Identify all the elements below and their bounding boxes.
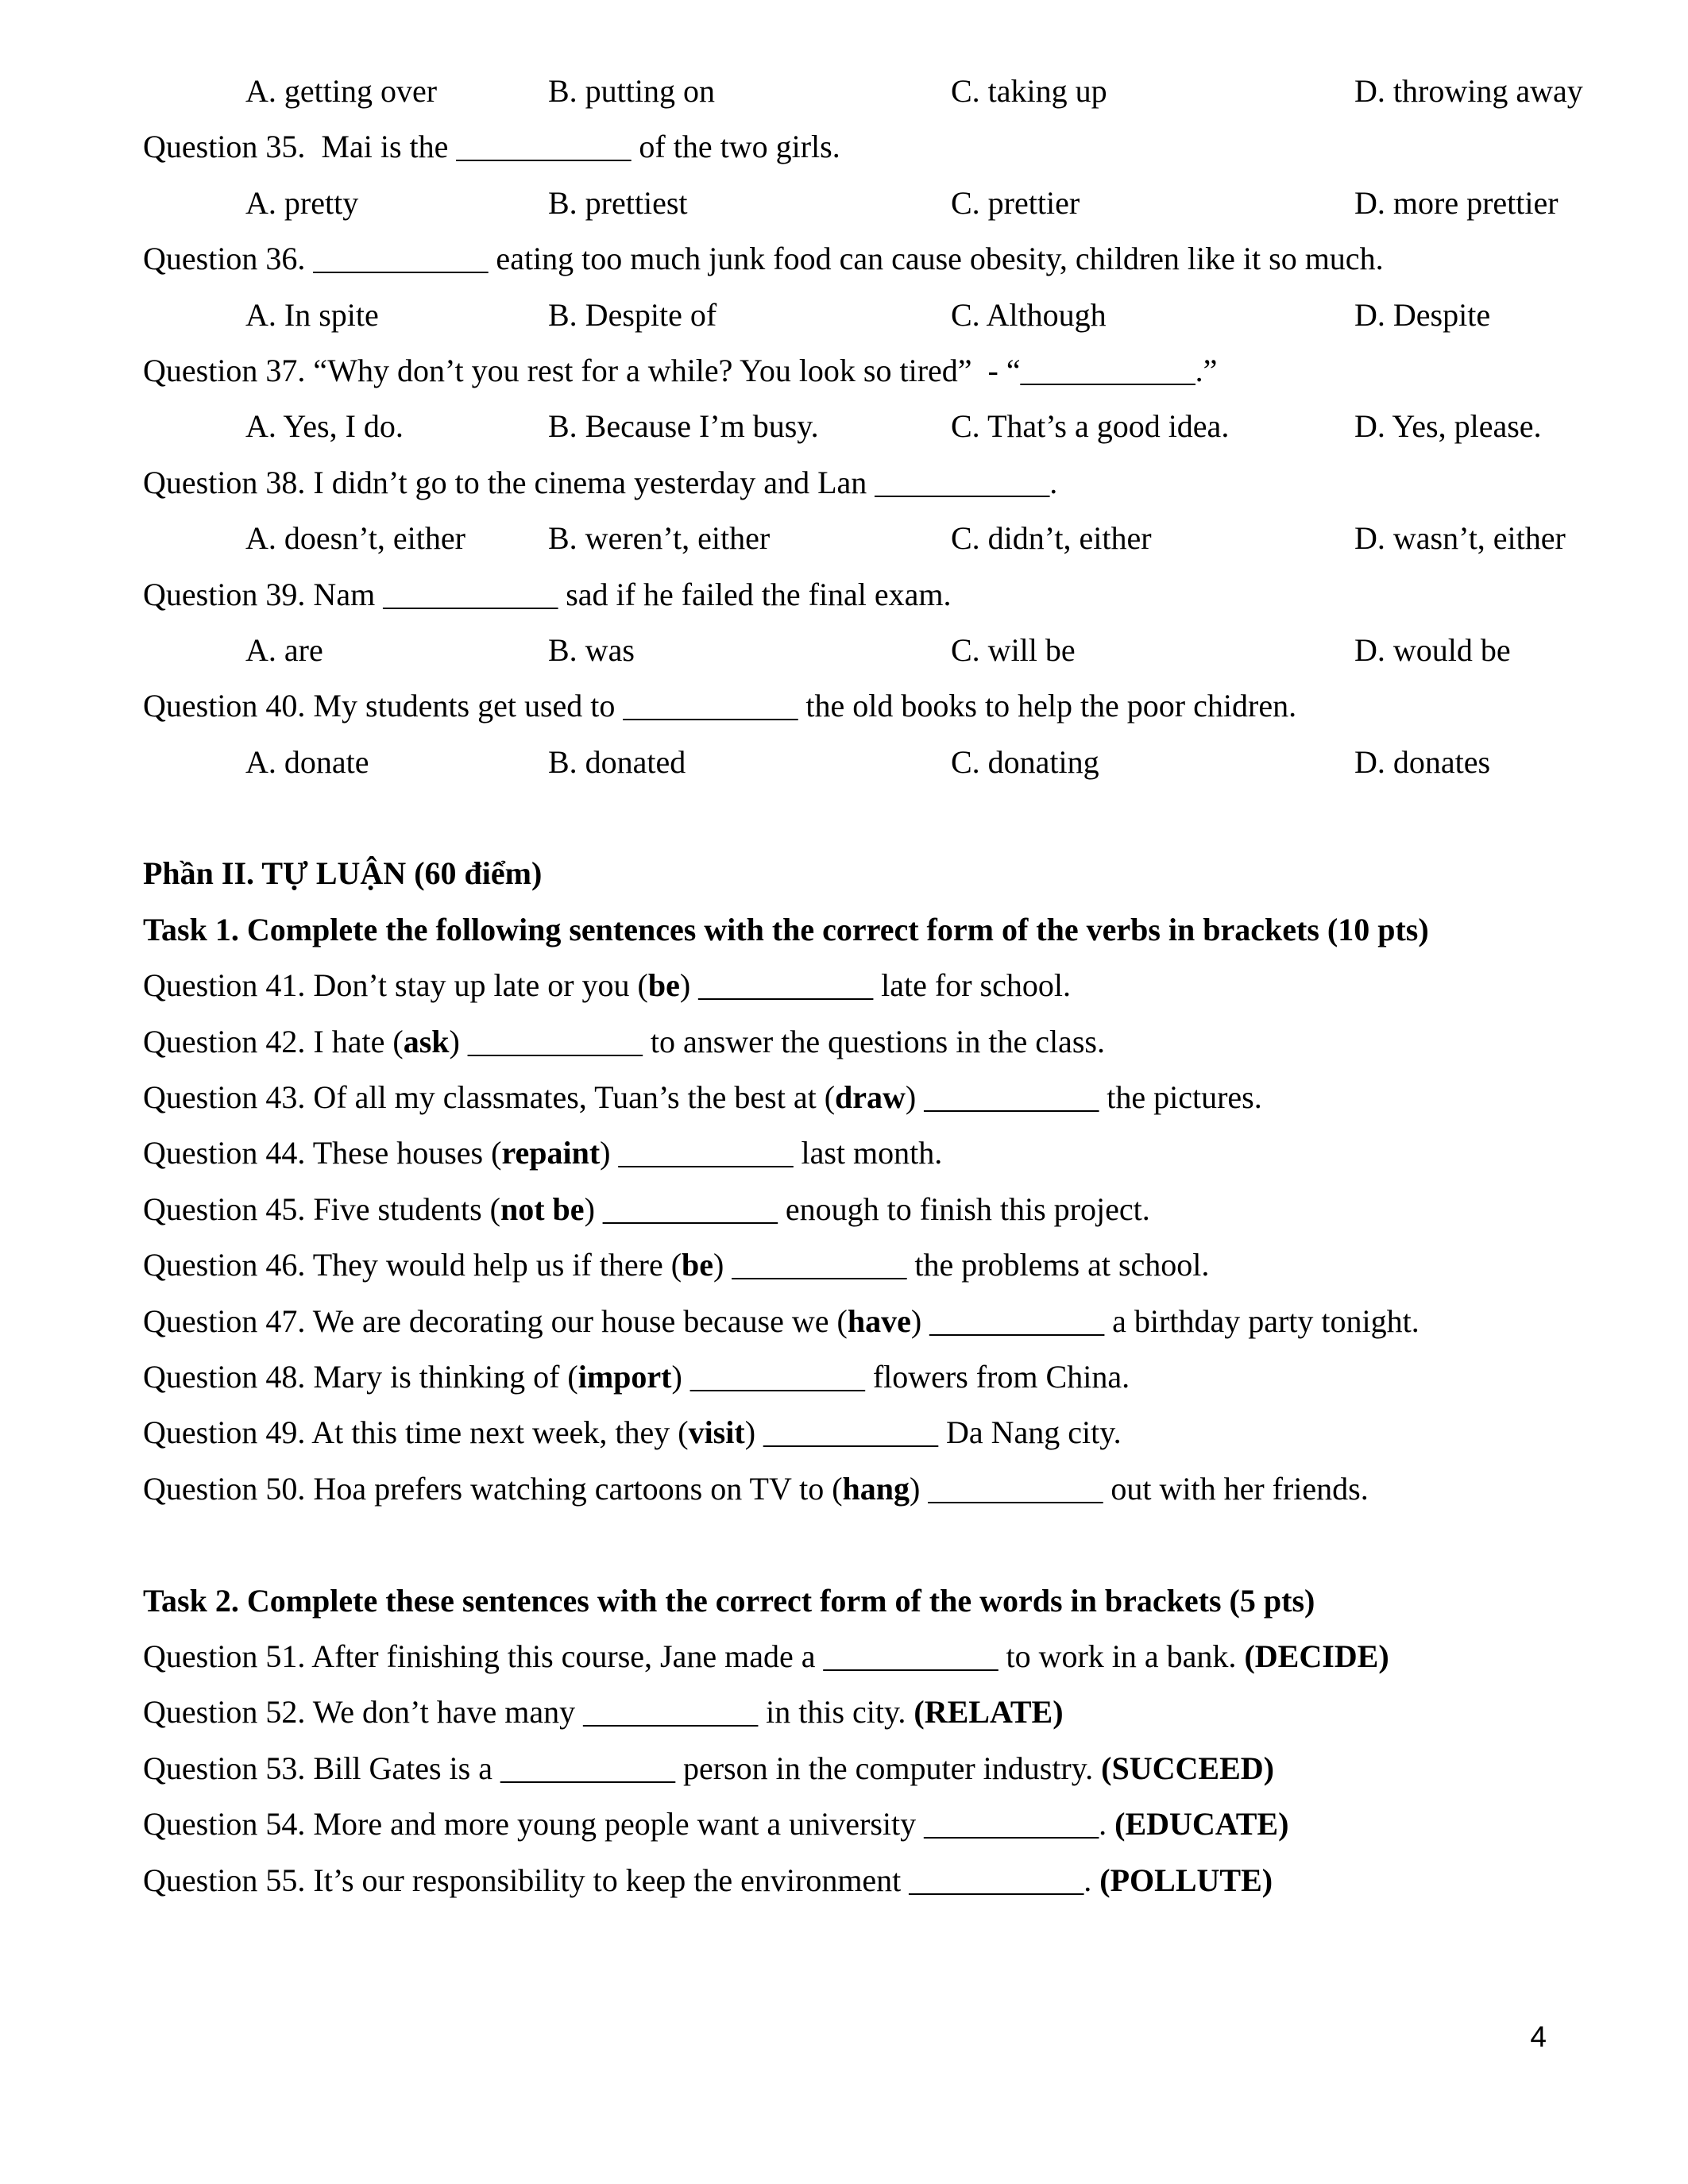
option-d: D. throwing away [1354, 73, 1583, 109]
option-a: A. getting over [245, 73, 438, 109]
option-a: A. In spite [245, 296, 379, 333]
verb-in-brackets: visit [688, 1414, 745, 1451]
option-d: D. wasn’t, either [1354, 520, 1566, 557]
sentence-start: Question 54. More and more young people want a university ___________. [143, 1806, 1115, 1843]
question-51-text [143, 1629, 1605, 1684]
sentence-end: ) ___________ the pictures. [905, 1079, 1262, 1116]
sentence-start: Question 41. Don’t stay up late or you ( [143, 967, 648, 1004]
blank-line [143, 1517, 1605, 1572]
sentence-end: ) ___________ enough to finish this project. [584, 1190, 1150, 1227]
verb-in-brackets: ask [403, 1023, 450, 1059]
question-35-options-row [143, 176, 1605, 231]
question-36-options-row [143, 287, 1605, 343]
sentence-end: ) ___________ last month. [600, 1135, 943, 1171]
task1-heading: Task 1. Complete the following sentences with the correct form of the verbs in brackets (10 pts) [143, 911, 1429, 947]
blank-line [143, 790, 1605, 846]
option-b: B. Because I’m busy. [548, 408, 819, 445]
sentence-end: ) ___________ a birthday party tonight. [910, 1302, 1420, 1339]
option-b: B. putting on [548, 73, 716, 109]
sentence-start: Question 55. It’s our responsibility to keep the environment ___________. [143, 1862, 1100, 1898]
sentence-start: Question 42. I hate ( [143, 1023, 404, 1059]
option-d: D. Yes, please. [1354, 408, 1542, 445]
sentence-start: Question 48. Mary is thinking of ( [143, 1358, 578, 1395]
exam-content [143, 64, 1605, 1908]
question-47-text [143, 1294, 1605, 1349]
verb-in-brackets: be [647, 967, 680, 1004]
option-d: D. Despite [1354, 296, 1491, 333]
task2-heading: Task 2. Complete these sentences with the correct form of the words in brackets (5 pts) [143, 1582, 1315, 1619]
sentence-start: Question 53. Bill Gates is a ___________ person in the computer industry. [143, 1750, 1102, 1786]
question-48-text [143, 1349, 1605, 1405]
option-c: C. Although [951, 296, 1107, 333]
question-40-options-row [143, 735, 1605, 790]
sentence-end: ) ___________ Da Nang city. [744, 1414, 1122, 1451]
option-a: A. Yes, I do. [245, 408, 404, 445]
word-in-brackets: (RELATE) [914, 1694, 1064, 1731]
word-in-brackets: (EDUCATE) [1114, 1806, 1289, 1843]
sentence-start: Question 51. After finishing this course, Jane made a ___________ to work in a bank. [143, 1638, 1245, 1674]
option-c: C. prettier [951, 184, 1080, 221]
question-38-text: Question 38. I didn’t go to the cinema yesterday and Lan ___________. [143, 464, 1058, 500]
sentence-end: ) ___________ flowers from China. [671, 1358, 1130, 1395]
sentence-start: Question 47. We are decorating our house because we ( [143, 1302, 848, 1339]
option-a: A. pretty [245, 184, 359, 221]
option-b: B. weren’t, either [548, 520, 771, 557]
question-54-text [143, 1796, 1605, 1852]
question-49-text [143, 1405, 1605, 1461]
question-39-options-row [143, 623, 1605, 678]
option-a: A. are [245, 631, 323, 668]
question-35-text: Question 35. Mai is the ___________ of the two girls. [143, 129, 840, 165]
sentence-start: Question 43. Of all my classmates, Tuan’s the best at ( [143, 1079, 836, 1116]
sentence-start: Question 52. We don’t have many ___________ in this city. [143, 1694, 914, 1731]
question-46-text [143, 1237, 1605, 1293]
option-d: D. more prettier [1354, 184, 1559, 221]
option-a: A. doesn’t, either [245, 520, 465, 557]
option-a: A. donate [245, 743, 369, 780]
option-d: D. would be [1354, 631, 1511, 668]
question-43-text [143, 1070, 1605, 1125]
option-b: B. Despite of [548, 296, 717, 333]
question-39-text: Question 39. Nam ___________ sad if he failed the final exam. [143, 576, 952, 612]
option-c: C. didn’t, either [951, 520, 1152, 557]
option-b: B. prettiest [548, 184, 688, 221]
verb-in-brackets: hang [842, 1470, 910, 1507]
question-45-text [143, 1182, 1605, 1237]
question-41-text [143, 958, 1605, 1013]
sentence-end: ) ___________ out with her friends. [910, 1470, 1369, 1507]
question-50-text [143, 1461, 1605, 1517]
option-c: C. taking up [951, 73, 1107, 109]
question-55-text [143, 1853, 1605, 1908]
sentence-start: Question 44. These houses ( [143, 1135, 502, 1171]
part2-heading: Phần II. TỰ LUẬN (60 điểm) [143, 855, 543, 892]
question-36-text: Question 36. ___________ eating too much junk food can cause obesity, children like it so much. [143, 241, 1384, 277]
option-d: D. donates [1354, 743, 1491, 780]
sentence-start: Question 46. They would help us if there ( [143, 1247, 682, 1283]
word-in-brackets: (POLLUTE) [1099, 1862, 1273, 1898]
verb-in-brackets: repaint [501, 1135, 601, 1171]
verb-in-brackets: be [682, 1247, 714, 1283]
verb-in-brackets: have [847, 1302, 911, 1339]
word-in-brackets: (SUCCEED) [1101, 1750, 1274, 1786]
question-37-text: Question 37. “Why don’t you rest for a while? You look so tired” - “___________.” [143, 352, 1218, 388]
word-in-brackets: (DECIDE) [1244, 1638, 1389, 1674]
sentence-start: Question 45. Five students ( [143, 1190, 500, 1227]
question-44-text [143, 1125, 1605, 1181]
sentence-start: Question 50. Hoa prefers watching cartoons on TV to ( [143, 1470, 843, 1507]
question-52-text [143, 1684, 1605, 1740]
question-34-options-row [143, 64, 1605, 119]
option-c: C. will be [951, 631, 1076, 668]
option-b: B. was [548, 631, 635, 668]
question-42-text [143, 1014, 1605, 1070]
sentence-start: Question 49. At this time next week, they ( [143, 1414, 689, 1451]
option-c: C. That’s a good idea. [951, 408, 1230, 445]
question-53-text [143, 1741, 1605, 1796]
page-number: 4 [1530, 2020, 1547, 2053]
verb-in-brackets: draw [835, 1079, 906, 1116]
option-c: C. donating [951, 743, 1099, 780]
question-38-options-row [143, 511, 1605, 566]
question-40-text: Question 40. My students get used to ___________ the old books to help the poor chidren. [143, 688, 1297, 724]
option-b: B. donated [548, 743, 686, 780]
sentence-end: ) ___________ the problems at school. [713, 1247, 1210, 1283]
question-37-options-row [143, 399, 1605, 454]
sentence-end: ) ___________ late for school. [679, 967, 1071, 1004]
verb-in-brackets: not be [500, 1190, 585, 1227]
sentence-end: ) ___________ to answer the questions in the class. [449, 1023, 1105, 1059]
verb-in-brackets: import [577, 1358, 672, 1395]
